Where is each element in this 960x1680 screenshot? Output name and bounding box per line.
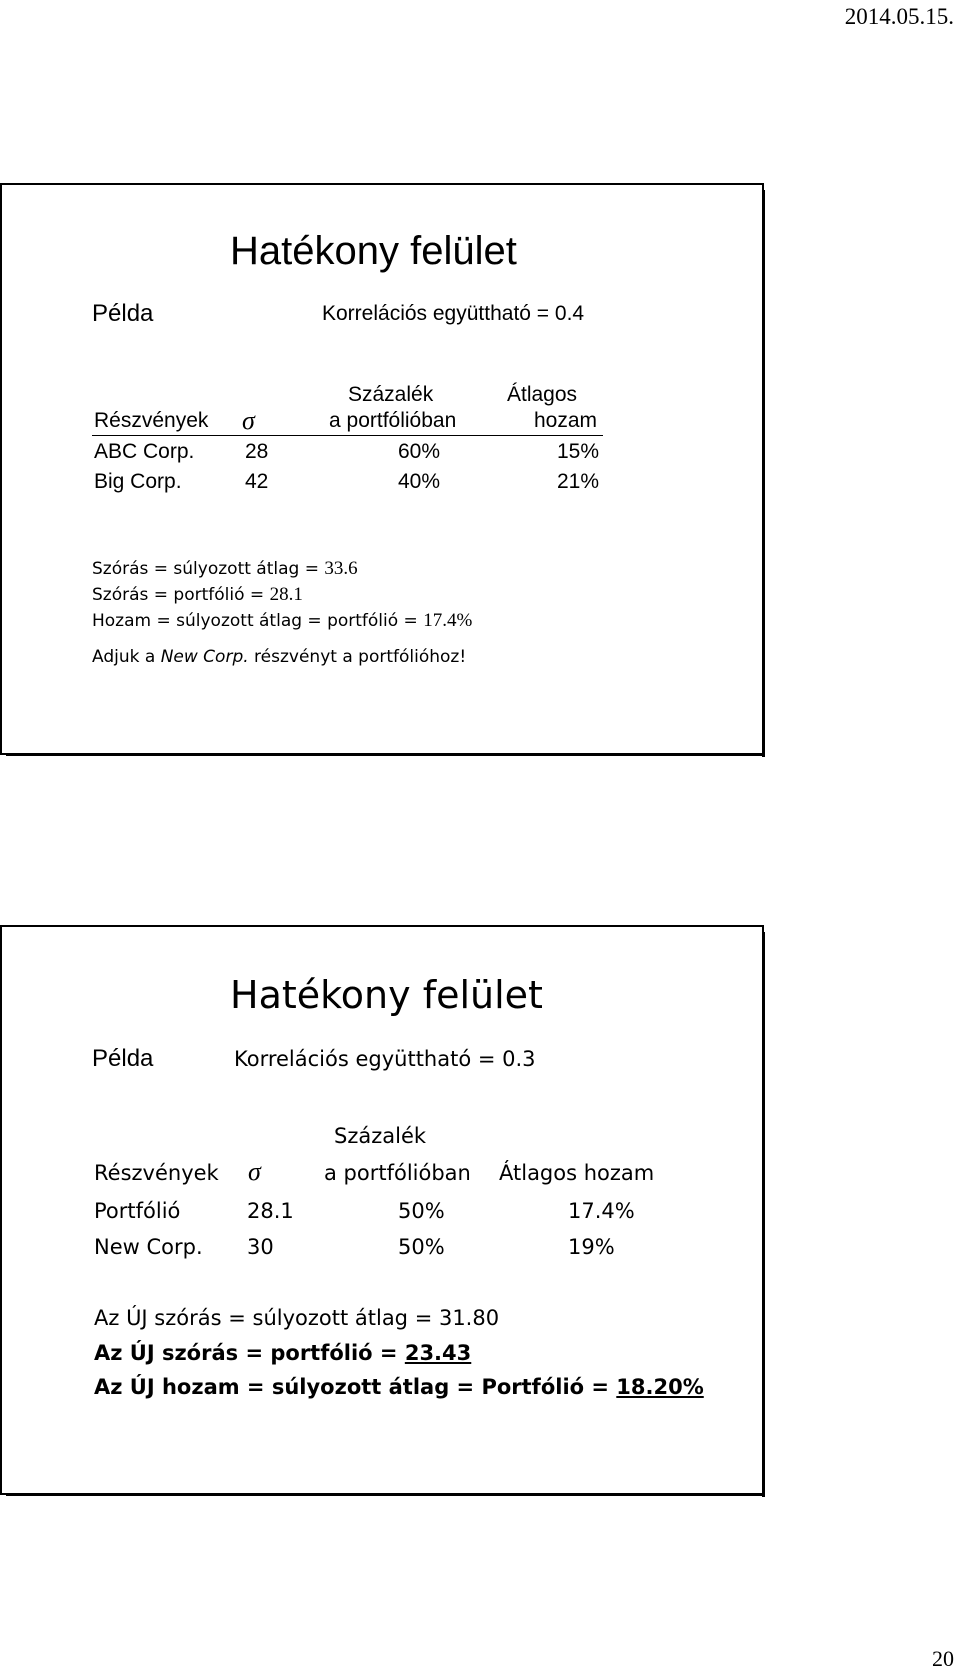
header-percent-bottom: a portfólióban	[324, 1161, 471, 1185]
header-stocks: Részvények	[94, 1161, 219, 1185]
row-sigma: 28	[245, 440, 269, 463]
header-return-top: Átlagos	[507, 383, 578, 406]
header-return-bottom: hozam	[534, 409, 598, 432]
row-sigma: 30	[247, 1235, 274, 1259]
line-return: Hozam = súlyozott átlag = portfólió = 17.4%	[92, 610, 473, 631]
line-weighted-std: Szórás = súlyozott átlag = 33.6	[92, 558, 358, 579]
row-name: Portfólió	[94, 1199, 181, 1223]
slide-title: Hatékony felület	[230, 229, 517, 273]
row-sigma: 42	[245, 470, 269, 493]
row-return: 21%	[557, 470, 600, 493]
row-percent: 50%	[398, 1199, 445, 1223]
row-percent: 50%	[398, 1235, 445, 1259]
row-percent: 60%	[398, 440, 441, 463]
line-portfolio-std: Szórás = portfólió = 28.1	[92, 584, 303, 605]
slide-2	[0, 925, 764, 1495]
slide-1	[0, 183, 764, 755]
header-date: 2014.05.15.	[844, 4, 954, 29]
row-percent: 40%	[398, 470, 441, 493]
header-return: Átlagos hozam	[499, 1161, 655, 1185]
header-sigma: σ	[248, 1157, 261, 1186]
page-number: 20	[932, 1646, 954, 1671]
row-name: Big Corp.	[94, 470, 182, 493]
row-name: New Corp.	[94, 1235, 203, 1259]
line-new-return: Az ÚJ hozam = súlyozott átlag = Portfólió = 18.20%	[94, 1375, 704, 1399]
header-percent-top: Százalék	[348, 383, 434, 406]
correlation-text: Korrelációs együttható = 0.4	[322, 302, 585, 325]
slide-title: Hatékony felület	[230, 973, 543, 1017]
line-new-weighted-std: Az ÚJ szórás = súlyozott átlag = 31.80	[94, 1306, 500, 1330]
header-percent-top: Százalék	[334, 1124, 427, 1148]
row-return: 17.4%	[568, 1199, 635, 1223]
row-sigma: 28.1	[247, 1199, 294, 1223]
header-underline	[92, 435, 603, 436]
header-percent-bottom: a portfólióban	[329, 409, 457, 432]
example-label: Példa	[92, 300, 154, 327]
row-return: 19%	[568, 1235, 615, 1259]
header-sigma: σ	[242, 406, 255, 435]
line-new-portfolio-std: Az ÚJ szórás = portfólió = 23.43	[94, 1341, 472, 1365]
correlation-text: Korrelációs együttható = 0.3	[234, 1047, 536, 1071]
example-label: Példa	[92, 1045, 154, 1072]
header-stocks: Részvények	[94, 409, 209, 432]
row-return: 15%	[557, 440, 600, 463]
row-name: ABC Corp.	[94, 440, 195, 463]
line-add-new-corp: Adjuk a New Corp. részvényt a portfólióhoz!	[92, 647, 467, 667]
